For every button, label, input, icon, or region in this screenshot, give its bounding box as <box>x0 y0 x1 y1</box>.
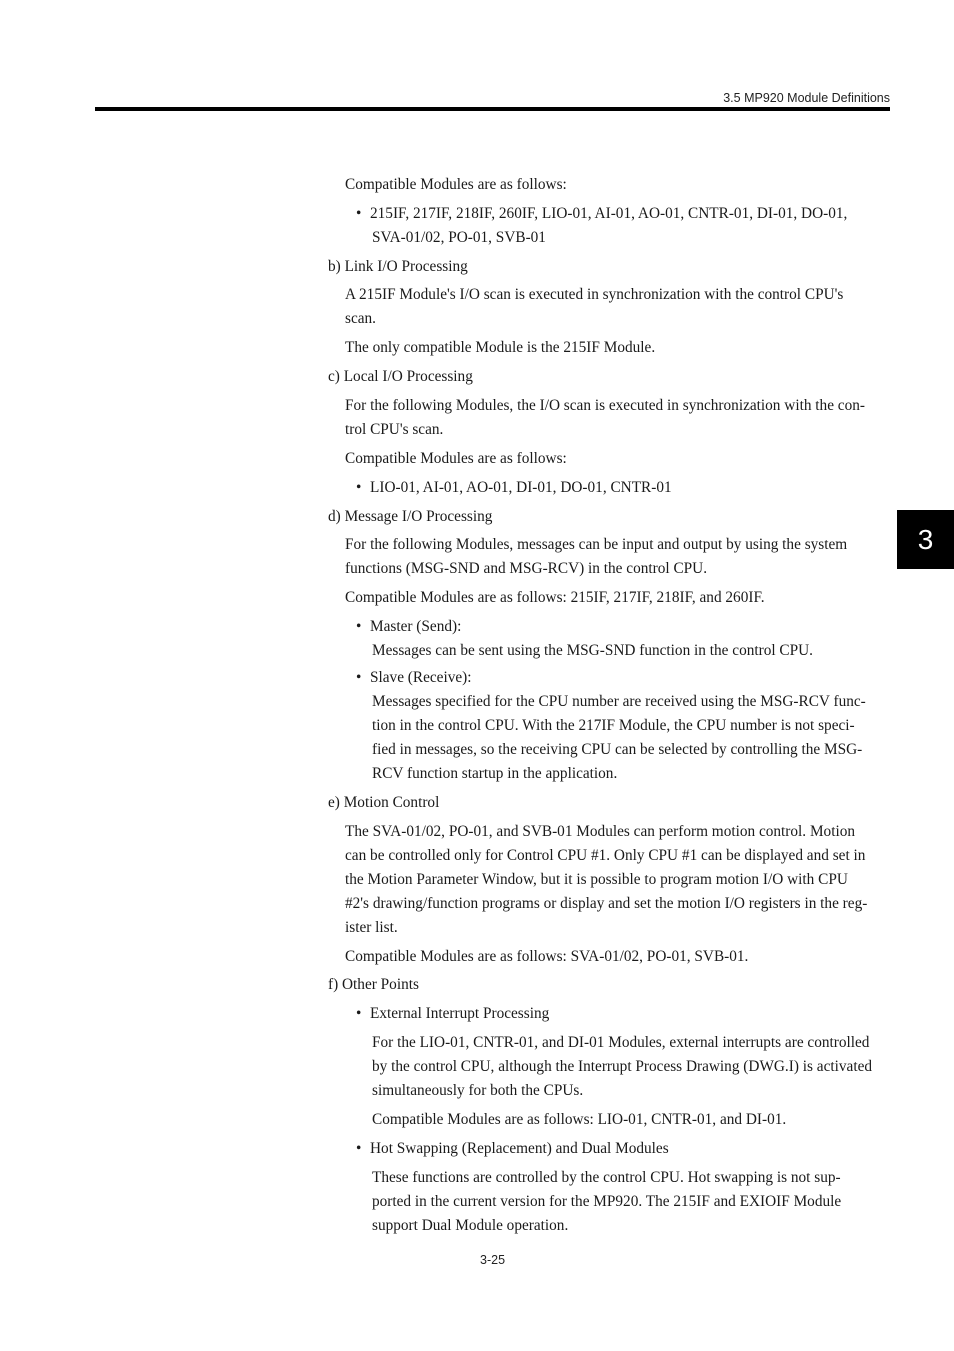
paragraph-line: A 215IF Module's I/O scan is executed in synchronization with the control CPU's <box>345 286 844 303</box>
bullet-dot: • <box>356 618 362 635</box>
bullet-text-cont: SVA-01/02, PO-01, SVB-01 <box>372 229 546 246</box>
subsection-heading-e: e) Motion Control <box>328 794 440 811</box>
bullet-text: LIO-01, AI-01, AO-01, DI-01, DO-01, CNTR-01 <box>370 479 672 496</box>
bullet-detail: For the LIO-01, CNTR-01, and DI-01 Modules, external interrupts are controlled <box>372 1034 870 1051</box>
bullet-text: Slave (Receive): <box>370 669 472 686</box>
subsection-heading-f: f) Other Points <box>328 976 419 993</box>
bullet-text: Hot Swapping (Replacement) and Dual Modules <box>370 1140 669 1157</box>
bullet-dot: • <box>356 479 362 496</box>
section-header-title: 3.5 MP920 Module Definitions <box>723 91 890 105</box>
paragraph-line: Compatible Modules are as follows: 215IF, 217IF, 218IF, and 260IF. <box>345 589 765 606</box>
paragraph-line: the Motion Parameter Window, but it is possible to program motion I/O with CPU <box>345 871 848 888</box>
paragraph-line: The only compatible Module is the 215IF Module. <box>345 339 656 356</box>
paragraph-line: functions (MSG-SND and MSG-RCV) in the control CPU. <box>345 560 708 577</box>
chapter-tab: 3 <box>897 510 954 569</box>
bullet-detail: These functions are controlled by the control CPU. Hot swapping is not sup- <box>372 1169 841 1186</box>
bullet-detail: RCV function startup in the application. <box>372 765 618 782</box>
paragraph-line: For the following Modules, messages can be input and output by using the system <box>345 536 848 553</box>
paragraph-line: ister list. <box>345 919 398 936</box>
bullet-dot: • <box>356 669 362 686</box>
bullet-dot: • <box>356 205 362 222</box>
paragraph-line: scan. <box>345 310 377 327</box>
bullet-detail: simultaneously for both the CPUs. <box>372 1082 584 1099</box>
bullet-detail: Compatible Modules are as follows: LIO-01, CNTR-01, and DI-01. <box>372 1111 787 1128</box>
bullet-detail: by the control CPU, although the Interrupt Process Drawing (DWG.I) is activated <box>372 1058 873 1075</box>
header-rule <box>95 107 890 111</box>
bullet-detail: fied in messages, so the receiving CPU can be selected by controlling the MSG- <box>372 741 863 758</box>
bullet-dot: • <box>356 1005 362 1022</box>
subsection-heading-b: b) Link I/O Processing <box>328 258 468 275</box>
bullet-detail: Messages can be sent using the MSG-SND function in the control CPU. <box>372 642 814 659</box>
page-number: 3-25 <box>480 1253 506 1267</box>
paragraph-line: For the following Modules, the I/O scan is executed in synchronization with the con- <box>345 397 865 414</box>
bullet-dot: • <box>356 1140 362 1157</box>
paragraph-line: can be controlled only for Control CPU #1. Only CPU #1 can be displayed and set in <box>345 847 866 864</box>
subsection-heading-d: d) Message I/O Processing <box>328 508 493 525</box>
bullet-text: Master (Send): <box>370 618 462 635</box>
bullet-detail: support Dual Module operation. <box>372 1217 569 1234</box>
bullet-detail: tion in the control CPU. With the 217IF Module, the CPU number is not speci- <box>372 717 855 734</box>
bullet-text: External Interrupt Processing <box>370 1005 550 1022</box>
paragraph-line: trol CPU's scan. <box>345 421 444 438</box>
paragraph-line: The SVA-01/02, PO-01, and SVB-01 Modules can perform motion control. Motion <box>345 823 855 840</box>
paragraph-line: Compatible Modules are as follows: SVA-01/02, PO-01, SVB-01. <box>345 948 749 965</box>
paragraph-line: #2's drawing/function programs or display and set the motion I/O registers in the reg- <box>345 895 868 912</box>
bullet-detail: Messages specified for the CPU number are received using the MSG-RCV func- <box>372 693 866 710</box>
compatible-modules-intro: Compatible Modules are as follows: <box>345 450 567 467</box>
bullet-text: 215IF, 217IF, 218IF, 260IF, LIO-01, AI-01, AO-01, CNTR-01, DI-01, DO-01, <box>370 205 848 222</box>
bullet-detail: ported in the current version for the MP920. The 215IF and EXIOIF Module <box>372 1193 842 1210</box>
subsection-heading-c: c) Local I/O Processing <box>328 368 473 385</box>
compatible-modules-intro: Compatible Modules are as follows: <box>345 176 567 193</box>
